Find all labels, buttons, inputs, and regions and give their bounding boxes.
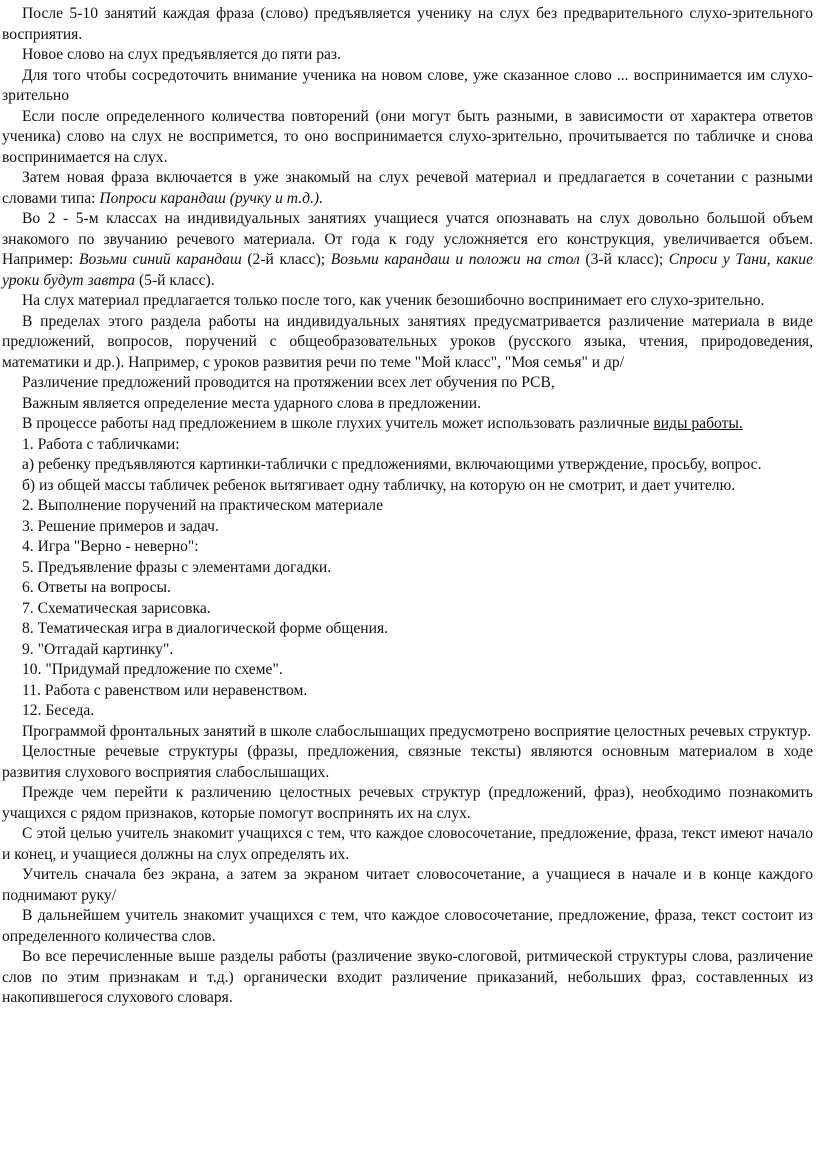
list-item: 5. Предъявление фразы с элементами догадки.: [22, 558, 332, 576]
paragraph-text: (3-й класс);: [579, 251, 669, 268]
list-item: 6. Ответы на вопросы.: [22, 579, 171, 596]
list-item: 7. Схематическая зарисовка.: [22, 599, 211, 617]
list-item: 10. "Придумай предложение по схеме".: [22, 661, 283, 678]
list-item: 4. Игра "Верно - неверно":: [22, 538, 199, 555]
paragraph: С этой целью учитель знакомит учащихся с тем, что каждое словосочетание, предложение, фраза, текст имеют начало и конец, и учащиеся должны на слух определять их.: [2, 825, 813, 863]
list-item: 12. Беседа.: [22, 702, 95, 719]
list-item: а) ребенку предъявляются картинки-таблички с предложениями, включающими утверждение, просьбу, вопрос.: [22, 456, 762, 473]
paragraph-text: (2-й класс);: [241, 251, 331, 268]
example-phrase: Спроси у Тани, какие уроки будут завтра: [2, 251, 814, 289]
paragraph: Различение предложений проводится на протяжении всех лет обучения по РСВ,: [22, 374, 555, 391]
example-phrase: Попроси карандаш (ручку и т.д.).: [99, 189, 323, 207]
paragraph: Для того чтобы сосредоточить внимание ученика на новом слове, уже сказанное слово ... воспринимается им слухо-зрительно: [2, 66, 813, 104]
paragraph-text: В процессе работы над предложением в школе глухих учитель может использовать различные: [22, 415, 654, 432]
list-item: 3. Решение примеров и задач.: [22, 517, 219, 535]
paragraph: Прежде чем перейти к различению целостных речевых структур (предложений, фраз), необходимо познакомить учащихся с рядом признаков, которые помогут воспринять их на слух.: [2, 784, 813, 822]
paragraph: Если после определенного количества повторений (они могут быть разными, в зависимости от характера ответов ученика) слово на слух не воспримется, то оно воспринимается слухо-зрительно, прочитывается по табличке и снова воспринимается на слух.: [2, 107, 813, 166]
paragraph: [2, 168, 813, 209]
paragraph: После 5-10 занятий каждая фраза (слово) предъявляется ученику на слух без предварительного слухо-зрительного восприятия.: [2, 5, 813, 43]
paragraph-text: Во 2 - 5-м классах на индивидуальных занятиях учащиеся учатся опознавать на слух довольно большой объем знакомого по звучанию речевого материала. От года к году усложняется его конструкция, увеличивается объем. Например:: [2, 210, 813, 268]
example-phrase: Возьми карандаш и положи на стол: [330, 251, 580, 268]
paragraph-text: Затем новая фраза включается в уже знакомый на слух речевой материал и предлагается в сочетании с разными словами типа:: [2, 169, 813, 207]
list-item: 1. Работа с табличками:: [22, 435, 180, 453]
paragraph: На слух материал предлагается только после того, как ученик безошибочно воспринимает его слухо-зрительно.: [22, 292, 765, 309]
paragraph: [2, 209, 813, 291]
list-item: 9. "Отгадай картинку".: [22, 640, 174, 658]
paragraph: [2, 414, 813, 435]
list-item: 8. Тематическая игра в диалогической форме общения.: [22, 620, 389, 637]
paragraph: Новое слово на слух предъявляется до пяти раз.: [22, 46, 341, 63]
paragraph: Во все перечисленные выше разделы работы (различение звуко-слоговой, ритмической структуры слова, различение слов по этим признакам и т.д.) органически входит различение приказаний, небольших фраз, составленных из накопившегося слухового словаря.: [2, 948, 813, 1006]
list-item: б) из общей массы табличек ребенок вытягивает одну табличку, на которую он не смотрит, и дает учителю.: [22, 476, 736, 494]
example-phrase: Возьми синий карандаш: [78, 251, 242, 268]
paragraph: Учитель сначала без экрана, а затем за экраном читает словосочетание, а учащиеся в начале и в конце каждого поднимают руку/: [2, 866, 813, 904]
list-item: 2. Выполнение поручений на практическом материале: [22, 497, 383, 514]
paragraph: Целостные речевые структуры (фразы, предложения, связные тексты) являются основным материалом в ходе развития слухового восприятия слабослышащих.: [2, 743, 813, 781]
underlined-link-text: виды работы.: [653, 415, 743, 432]
paragraph: В дальнейшем учитель знакомит учащихся с тем, что каждое словосочетание, предложение, фраза, текст состоит из определенного количества слов.: [2, 907, 813, 945]
paragraph: Важным является определение места ударного слова в предложении.: [22, 394, 481, 412]
paragraph: Программой фронтальных занятий в школе слабослышащих предусмотрено восприятие целостных речевых структур.: [22, 722, 812, 740]
paragraph: В пределах этого раздела работы на индивидуальных занятиях предусматривается различение материала в виде предложений, вопросов, поручений с общеобразовательных уроков (русского языка, чтения, природоведения, математики и др.). Например, с уроков развития речи по теме "Мой класс", "Моя семья" и др/: [2, 312, 813, 371]
paragraph-text: (5-й класс).: [135, 271, 215, 289]
list-item: 11. Работа с равенством или неравенством.: [22, 681, 308, 699]
